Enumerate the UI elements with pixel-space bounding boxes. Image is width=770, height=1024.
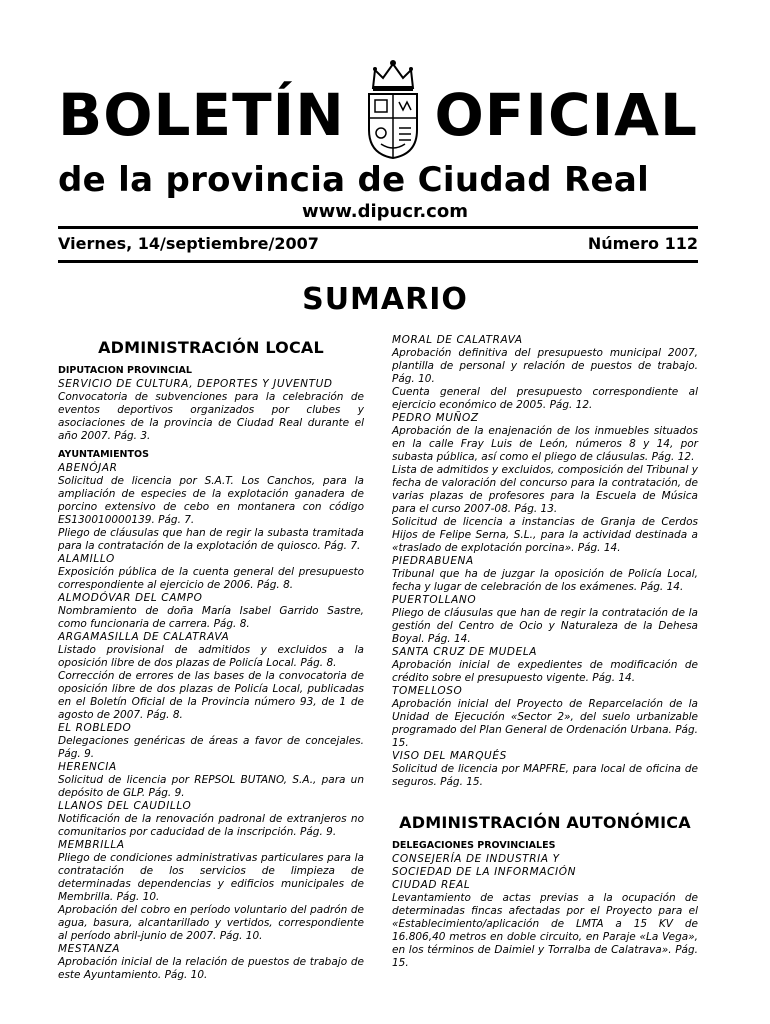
summary-entry: Aprobación inicial de expedientes de modificación de crédito sobre el presupuesto vigente. Pág. 14. (392, 659, 698, 684)
organization-name: MESTANZA (58, 943, 121, 955)
summary-entry: Solicitud de licencia por REPSOL BUTANO, S.A., para un depósito de GLP. Pág. 9. (58, 774, 364, 799)
organization-name: ALMODÓVAR DEL CAMPO (58, 592, 203, 604)
dateline (58, 234, 698, 253)
summary-entry: Solicitud de licencia por S.A.T. Los Canchos, para la ampliación de especies de la explotación ganadera de porcino extensivo de cebo en montanera con código ES130010000139. Pág. 7. (58, 475, 364, 526)
summary-entry: Exposición pública de la cuenta general del presupuesto correspondiente al ejercicio de 2006. Pág. 8. (58, 566, 364, 591)
organization-name: SERVICIO DE CULTURA, DEPORTES Y JUVENTUD (58, 378, 333, 390)
organization-name: CONSEJERÍA DE INDUSTRIA Y (392, 853, 560, 865)
organization-name: SOCIEDAD DE LA INFORMACIÓN (392, 866, 577, 878)
summary-entry: Aprobación de la enajenación de los inmuebles situados en la calle Fray Luis de León, números 8 y 14, por subasta pública, así como el pliego de cláusulas. Pág. 12. (392, 425, 698, 463)
section-heading-local: ADMINISTRACIÓN LOCAL (98, 338, 324, 357)
organization-name: ALAMILLO (58, 553, 115, 565)
summary-entry: Pliego de cláusulas que han de regir la contratación de la gestión del Centro de Ocio y Naturaleza de la Dehesa Boyal. Pág. 14. (392, 607, 698, 645)
organization-name: ABENÓJAR (58, 462, 118, 474)
title-oficial: OFICIAL (434, 81, 698, 149)
section-heading-autonomica: ADMINISTRACIÓN AUTONÓMICA (399, 813, 691, 832)
organization-name: MEMBRILLA (58, 839, 125, 851)
organization-name: PEDRO MUÑOZ (392, 412, 479, 424)
divider-top (58, 226, 698, 229)
summary-entry: Aprobación del cobro en período voluntario del padrón de agua, basura, alcantarillado y vertidos, correspondiente al período abril-junio de 2007. Pág. 10. (58, 904, 364, 942)
summary-entry: Tribunal que ha de juzgar la oposición de Policía Local, fecha y lugar de celebración de los exámenes. Pág. 14. (392, 568, 698, 593)
organization-name: TOMELLOSO (392, 685, 463, 697)
website-link[interactable]: www.dipucr.com (302, 201, 468, 222)
spacer (392, 789, 698, 811)
organization-name: PIEDRABUENA (392, 555, 474, 567)
summary-entry: Cuenta general del presupuesto correspondiente al ejercicio económico de 2005. Pág. 12. (392, 386, 698, 411)
summary-entry: Aprobación definitiva del presupuesto municipal 2007, plantilla de personal y relación de puestos de trabajo. Pág. 10. (392, 347, 698, 385)
department-heading: DIPUTACION PROVINCIAL (58, 365, 192, 376)
department-heading: DELEGACIONES PROVINCIALES (392, 840, 556, 851)
organization-name: VISO DEL MARQUÉS (392, 750, 507, 762)
coat-of-arms-icon (361, 58, 425, 160)
summary-entry: Pliego de condiciones administrativas particulares para la contratación de los servicios de limpieza de determinadas dependencias y edificios municipales de Membrilla. Pág. 10. (58, 852, 364, 903)
divider-bottom (58, 260, 698, 263)
organization-name: SANTA CRUZ DE MUDELA (392, 646, 538, 658)
organization-name: PUERTOLLANO (392, 594, 477, 606)
summary-entry: Listado provisional de admitidos y excluidos a la oposición libre de dos plazas de Policía Local. Pág. 8. (58, 644, 364, 669)
summary-entry: Aprobación inicial de la relación de puestos de trabajo de este Ayuntamiento. Pág. 10. (58, 956, 364, 981)
organization-name: CIUDAD REAL (392, 879, 471, 891)
issue-number: Número 112 (587, 234, 698, 253)
organization-name: HERENCIA (58, 761, 117, 773)
summary-entry: Convocatoria de subvenciones para la celebración de eventos deportivos organizados por clubes y asociaciones de la provincia de Ciudad Real durante el año 2007. Pág. 3. (58, 391, 364, 442)
title-boletin: BOLETÍN (58, 81, 345, 149)
summary-entry: Corrección de errores de las bases de la convocatoria de oposición libre de dos plazas de Policía Local, publicadas en el Boletín Oficial de la Provincia número 93, de 1 de agosto de 2007. Pág. 8. (58, 670, 364, 721)
sumario-heading: SUMARIO (302, 282, 468, 317)
summary-entry: Delegaciones genéricas de áreas a favor de concejales. Pág. 9. (58, 735, 364, 760)
masthead (58, 58, 698, 168)
summary-entry: Levantamiento de actas previas a la ocupación de determinadas fincas afectadas por el Proyecto para el «Establecimiento/aplicación de LMTA a 15 KV de 16.806,40 metros en doble circuito, en Paraje «La Vega», en los términos de Daimiel y Torralba de Calatrava». Pág. 15. (392, 892, 698, 969)
organization-name: MORAL DE CALATRAVA (392, 334, 523, 346)
organization-name: ARGAMASILLA DE CALATRAVA (58, 631, 230, 643)
organization-name: EL ROBLEDO (58, 722, 132, 734)
organization-name: LLANOS DEL CAUDILLO (58, 800, 192, 812)
right-column (392, 334, 698, 970)
department-heading: AYUNTAMIENTOS (58, 449, 149, 460)
summary-entry: Notificación de la renovación padronal de extranjeros no comunitarios por caducidad de la inscripción. Pág. 9. (58, 813, 364, 838)
summary-entry: Nombramiento de doña María Isabel Garrido Sastre, como funcionaria de carrera. Pág. 8. (58, 605, 364, 630)
summary-entry: Aprobación inicial del Proyecto de Reparcelación de la Unidad de Ejecución «Sector 2», del suelo urbanizable programado del Plan General de Ordenación Urbana. Pág. 15. (392, 698, 698, 749)
summary-entry: Pliego de cláusulas que han de regir la subasta tramitada para la contratación de la explotación de quiosco. Pág. 7. (58, 527, 364, 552)
summary-entry: Solicitud de licencia por MAPFRE, para local de oficina de seguros. Pág. 15. (392, 763, 698, 788)
summary-entry: Lista de admitidos y excluidos, composición del Tribunal y fecha de valoración del concurso para la contratación, de varias plazas de profesores para la Escuela de Música para el curso 2007-08. Pág. 13. (392, 464, 698, 515)
left-column (58, 336, 364, 982)
issue-date: Viernes, 14/septiembre/2007 (58, 234, 319, 253)
summary-entry: Solicitud de licencia a instancias de Granja de Cerdos Hijos de Felipe Serna, S.L., para la actividad destinada a «traslado de explotación porcina». Pág. 14. (392, 516, 698, 554)
publication-subtitle: de la provincia de Ciudad Real (58, 160, 650, 200)
